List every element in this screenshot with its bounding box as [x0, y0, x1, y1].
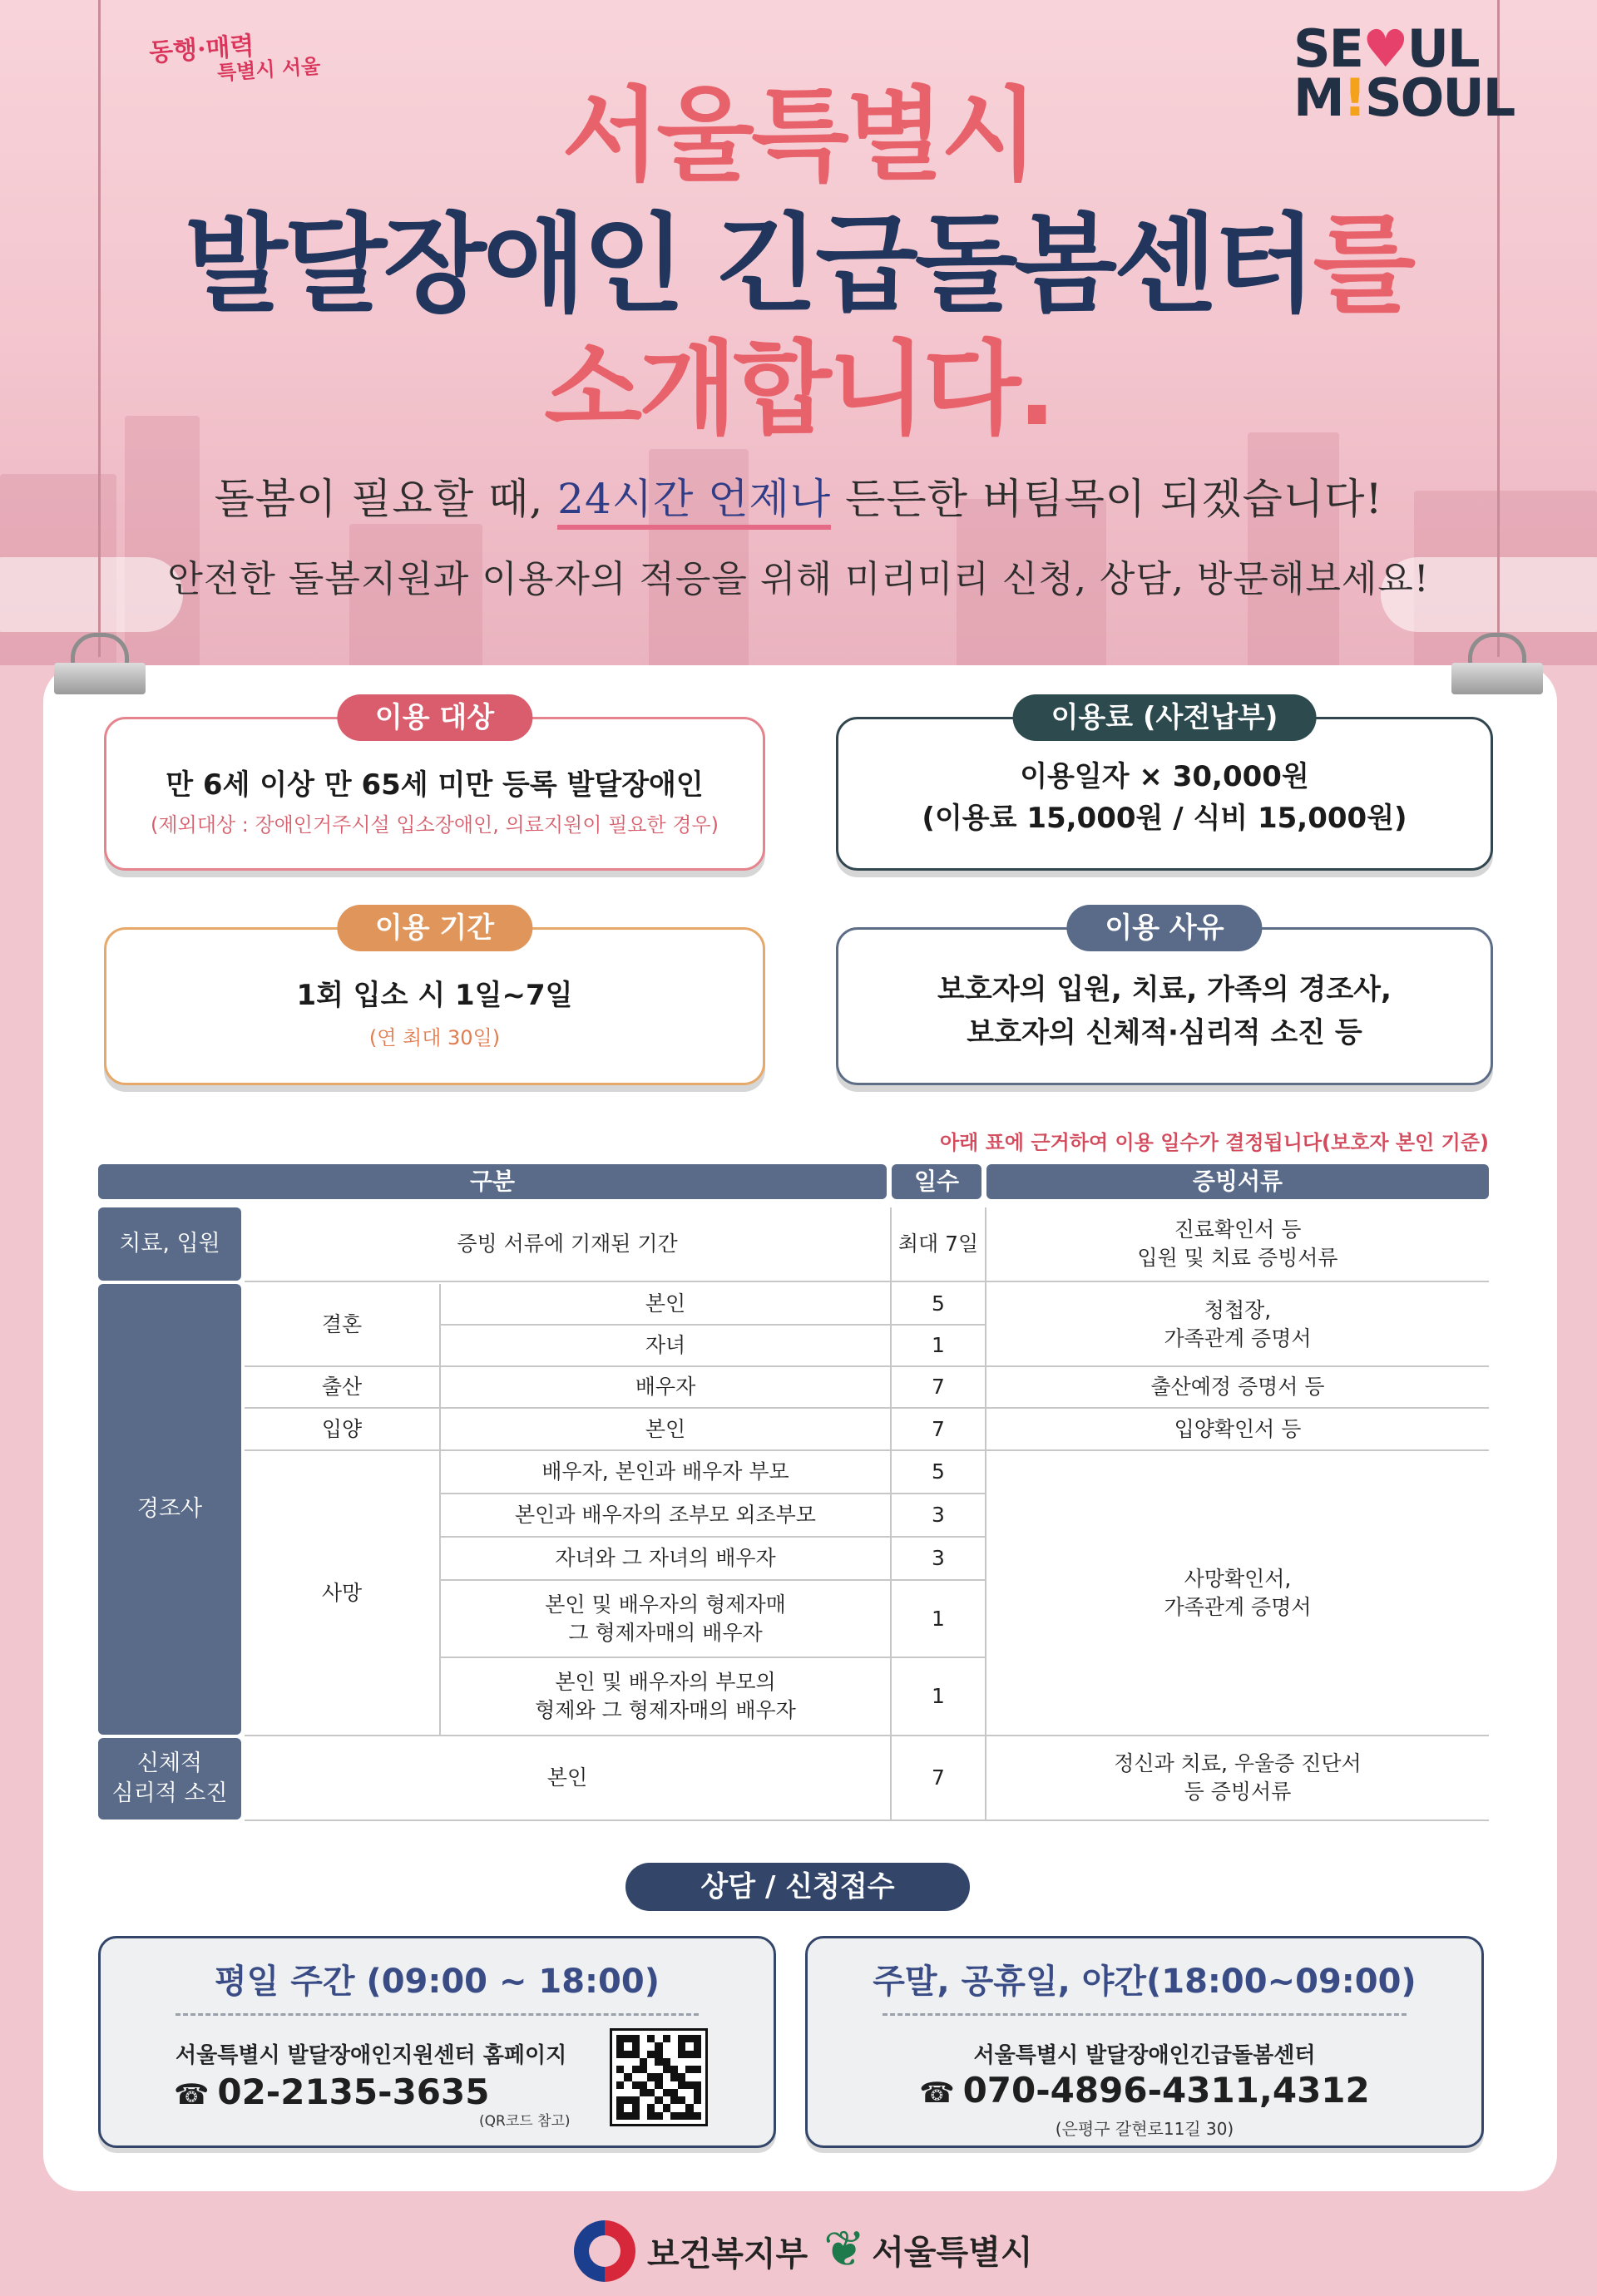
reason-box	[836, 911, 1493, 1085]
seoul-slogan-logo: 동행·매력 특별시 서울	[148, 31, 322, 86]
treatment-documents: 진료확인서 등 입원 및 치료 증빙서류	[1137, 1217, 1338, 1270]
night-phone[interactable]: ☎ 070-4896-4311,4312	[919, 2070, 1370, 2111]
eligibility-box	[104, 701, 765, 871]
weekday-center-name: 서울특별시 발달장애인지원센터 홈페이지	[176, 2043, 567, 2068]
category-burnout: 신체적 심리적 소진	[98, 1738, 241, 1820]
period-main: 1회 입소 시 1일~7일	[296, 979, 573, 1012]
marriage-self-days: 5	[932, 1291, 945, 1316]
subcat-birth: 출산	[321, 1375, 363, 1400]
night-center-name: 서울특별시 발달장애인긴급돌봄센터	[973, 2043, 1316, 2068]
death-1-days: 5	[932, 1459, 945, 1484]
burnout-documents: 정신과 치료, 우울증 진단서 등 증빙서류	[1114, 1751, 1362, 1804]
period-label: 이용 기간	[337, 905, 532, 951]
header-days: 일수	[892, 1164, 981, 1199]
weekday-phone[interactable]: ☎ 02-2135-3635	[174, 2071, 490, 2112]
table-row-death-5: 본인 및 배우자의 부모의 형제와 그 형제자매의 배우자	[535, 1670, 796, 1722]
period-box	[104, 911, 765, 1085]
seoul-my-soul-logo: SE♥UL M!SOUL	[1293, 18, 1515, 128]
burnout-days: 7	[932, 1765, 945, 1790]
table-row-death-3: 자녀와 그 자녀의 배우자	[555, 1546, 776, 1571]
binder-clip-left-icon	[54, 636, 146, 694]
usage-days-table	[98, 1164, 1489, 1821]
treatment-days: 최대 7일	[897, 1232, 979, 1257]
seoul-symbol-icon: ❦	[823, 2220, 866, 2279]
table-row-death-2: 본인과 배우자의 조부모 외조부모	[515, 1503, 816, 1528]
birth-days: 7	[932, 1375, 945, 1400]
marriage-child-days: 1	[932, 1333, 945, 1358]
table-row-death-1: 배우자, 본인과 배우자 부모	[541, 1459, 789, 1484]
death-4-days: 1	[932, 1606, 945, 1631]
qr-note: (QR코드 참고)	[479, 2113, 571, 2130]
seoul-city-logo: ❦ 서울특별시	[823, 2220, 1033, 2279]
adoption-documents: 입양확인서 등	[1174, 1416, 1302, 1441]
night-title: 주말, 공휴일, 야간(18:00~09:00)	[873, 1963, 1417, 2001]
subcat-death: 사망	[321, 1580, 363, 1605]
eligibility-main: 만 6세 이상 만 65세 미만 등록 발달장애인	[166, 768, 704, 802]
header-category: 구분	[98, 1164, 887, 1199]
night-contact-box	[805, 1936, 1484, 2148]
treatment-description: 증빙 서류에 기재된 기간	[457, 1232, 678, 1257]
title-line-2: 발달장애인 긴급돌봄센터를	[184, 203, 1413, 327]
death-documents: 사망확인서, 가족관계 증명서	[1164, 1566, 1312, 1619]
table-note: 아래 표에 근거하여 이용 일수가 결정됩니다(보호자 본인 기준)	[939, 1131, 1489, 1154]
phone-icon: ☎	[174, 2078, 210, 2111]
burnout-who: 본인	[546, 1765, 588, 1790]
reason-line-1: 보호자의 입원, 치료, 가족의 경조사,	[937, 973, 1392, 1006]
footer	[0, 2212, 1597, 2295]
table-row-birth: 배우자	[635, 1375, 696, 1400]
death-5-days: 1	[932, 1684, 945, 1709]
reason-line-2: 보호자의 신체적·심리적 소진 등	[967, 1016, 1362, 1049]
night-address: (은평구 갈현로11길 30)	[1055, 2119, 1234, 2139]
period-sub: (연 최대 30일)	[368, 1026, 501, 1049]
qr-code-icon[interactable]	[610, 2028, 708, 2126]
binder-clip-right-icon	[1451, 636, 1543, 694]
subtitle-line-1: 돌봄이 필요할 때, 24시간 언제나 든든한 버팀목이 되겠습니다!	[0, 466, 1597, 526]
subtitle-line-2: 안전한 돌봄지원과 이용자의 적응을 위해 미리미리 신청, 상담, 방문해보세요!	[167, 558, 1430, 600]
consult-label: 상담 / 신청접수	[625, 1863, 970, 1911]
fee-label: 이용료 (사전납부)	[1013, 694, 1317, 741]
category-family-event: 경조사	[98, 1284, 241, 1735]
category-treatment: 치료, 입원	[98, 1207, 241, 1281]
table-row-marriage-child: 자녀	[645, 1333, 686, 1358]
table-row-adoption: 본인	[645, 1416, 686, 1441]
header-documents: 증빙서류	[986, 1164, 1489, 1199]
adoption-days: 7	[932, 1416, 945, 1441]
subcat-marriage: 결혼	[321, 1312, 363, 1337]
taeguk-emblem-icon	[574, 2220, 635, 2282]
table-row-death-4: 본인 및 배우자의 형제자매 그 형제자매의 배우자	[545, 1592, 786, 1645]
subcat-adoption: 입양	[321, 1416, 363, 1441]
fee-line-1: 이용일자 × 30,000원	[1020, 760, 1309, 793]
weekday-contact-box	[98, 1936, 776, 2148]
eligibility-exclusion: (제외대상 : 장애인거주시설 입소장애인, 의료지원이 필요한 경우)	[151, 813, 719, 837]
phone-icon: ☎	[919, 2076, 955, 2110]
fee-line-2: (이용료 15,000원 / 식비 15,000원)	[922, 802, 1407, 835]
marriage-documents: 청첩장, 가족관계 증명서	[1164, 1298, 1312, 1350]
table-row-marriage-self: 본인	[645, 1291, 686, 1316]
ministry-logo: 보건복지부	[574, 2220, 808, 2282]
birth-documents: 출산예정 증명서 등	[1150, 1375, 1325, 1400]
death-3-days: 3	[932, 1546, 945, 1571]
fee-box	[836, 701, 1493, 871]
reason-label: 이용 사유	[1066, 905, 1262, 951]
death-2-days: 3	[932, 1503, 945, 1528]
eligibility-label: 이용 대상	[337, 694, 532, 741]
weekday-title: 평일 주간 (09:00 ~ 18:00)	[215, 1963, 660, 2001]
title-line-3: 소개합니다.	[544, 330, 1053, 448]
title-line-1: 서울특별시	[561, 77, 1036, 195]
